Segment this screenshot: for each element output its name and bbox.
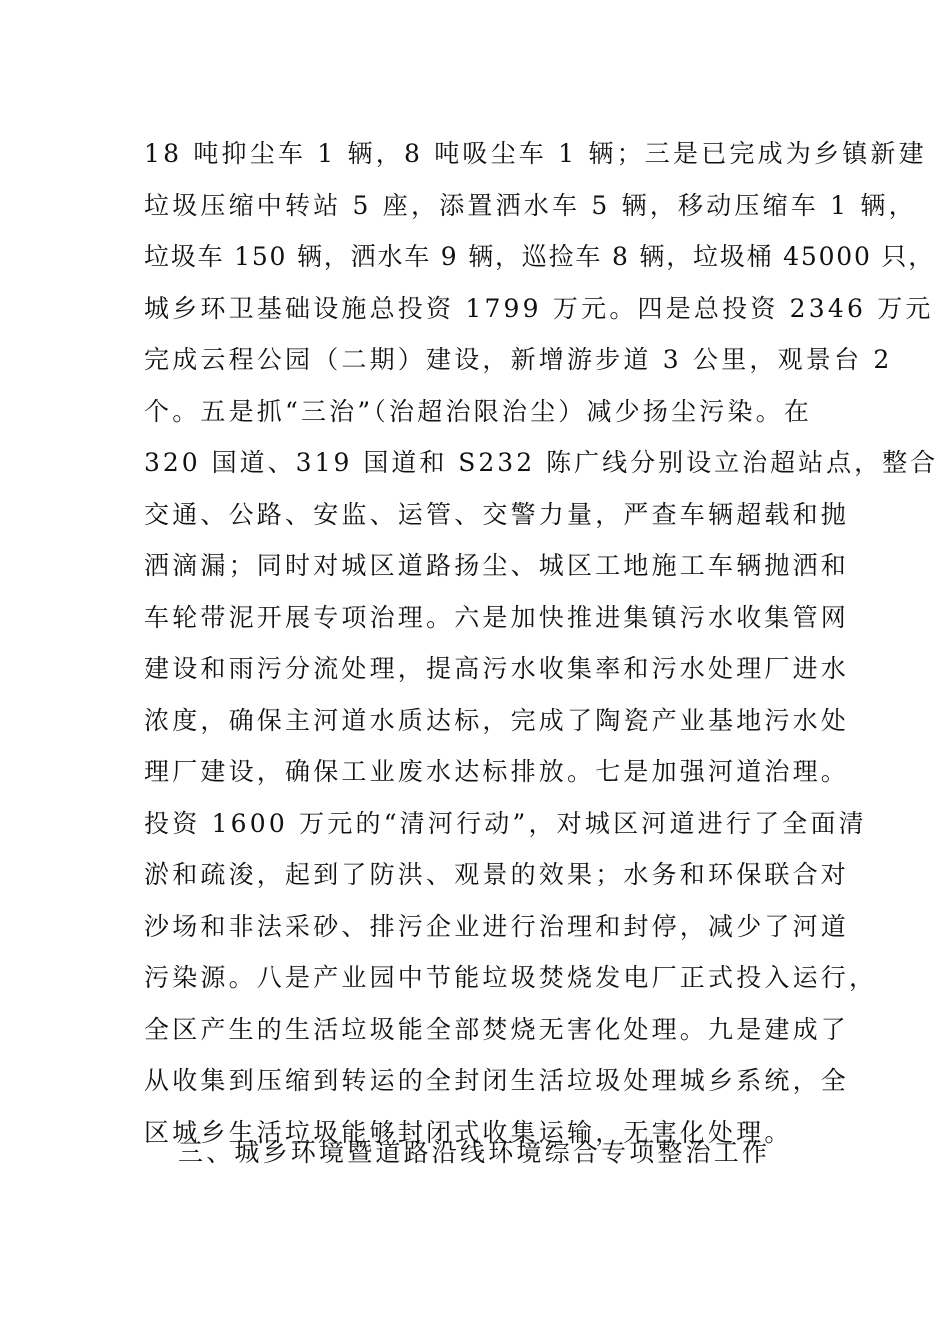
text-line: 全区产生的生活垃圾能全部焚烧无害化处理。九是建成了 [144, 1014, 850, 1044]
text-line: 车轮带泥开展专项治理。六是加快推进集镇污水收集管网 [144, 602, 850, 632]
body-paragraph [144, 128, 939, 1158]
text-line: 从收集到压缩到转运的全封闭生活垃圾处理城乡系统，全 [144, 1066, 850, 1095]
text-line: 投资 1600 万元的“清河行动”，对城区河道进行了全面清 [144, 808, 867, 838]
text-line: 理厂建设，确保工业废水达标排放。七是加强河道治理。 [144, 757, 850, 786]
text-line: 区城乡生活垃圾能够封闭式收集运输，无害化处理。 [144, 1117, 793, 1147]
text-line: 沙场和非法采砂、排污企业进行治理和封停，减少了河道 [144, 911, 850, 941]
text-line: 污染源。八是产业园中节能垃圾焚烧发电厂正式投入运行， [144, 963, 878, 992]
section-heading: 三、城乡环境暨道路沿线环境综合专项整治工作 [178, 1138, 771, 1167]
text-line: 淤和疏浚，起到了防洪、观景的效果；水务和环保联合对 [144, 860, 850, 889]
text-line: 交通、公路、安监、运管、交警力量，严查车辆超载和抛 [144, 499, 850, 529]
text-line: 个。五是抓“三治”（治超治限治尘）减少扬尘污染。在 [144, 396, 813, 426]
text-line: 完成云程公园（二期）建设，新增游步道 3 公里，观景台 2 [144, 345, 893, 374]
text-line: 洒滴漏；同时对城区道路扬尘、城区工地施工车辆抛洒和 [144, 551, 850, 580]
text-line: 城乡环卫基础设施总投资 1799 万元。四是总投资 2346 万元 [144, 293, 934, 323]
text-line: 18 吨抑尘车 1 辆，8 吨吸尘车 1 辆；三是已完成为乡镇新建 [144, 139, 927, 168]
text-line: 浓度，确保主河道水质达标，完成了陶瓷产业基地污水处 [144, 705, 850, 735]
text-line: 320 国道、319 国道和 S232 陈广线分别设立治超站点，整合 [144, 448, 939, 477]
text-line: 垃圾车 150 辆，洒水车 9 辆，巡捡车 8 辆，垃圾桶 45000 只， [144, 242, 936, 271]
text-line: 垃圾压缩中转站 5 座，添置洒水车 5 辆，移动压缩车 1 辆， [144, 190, 917, 220]
text-line: 建设和雨污分流处理，提高污水收集率和污水处理厂进水 [144, 654, 850, 683]
